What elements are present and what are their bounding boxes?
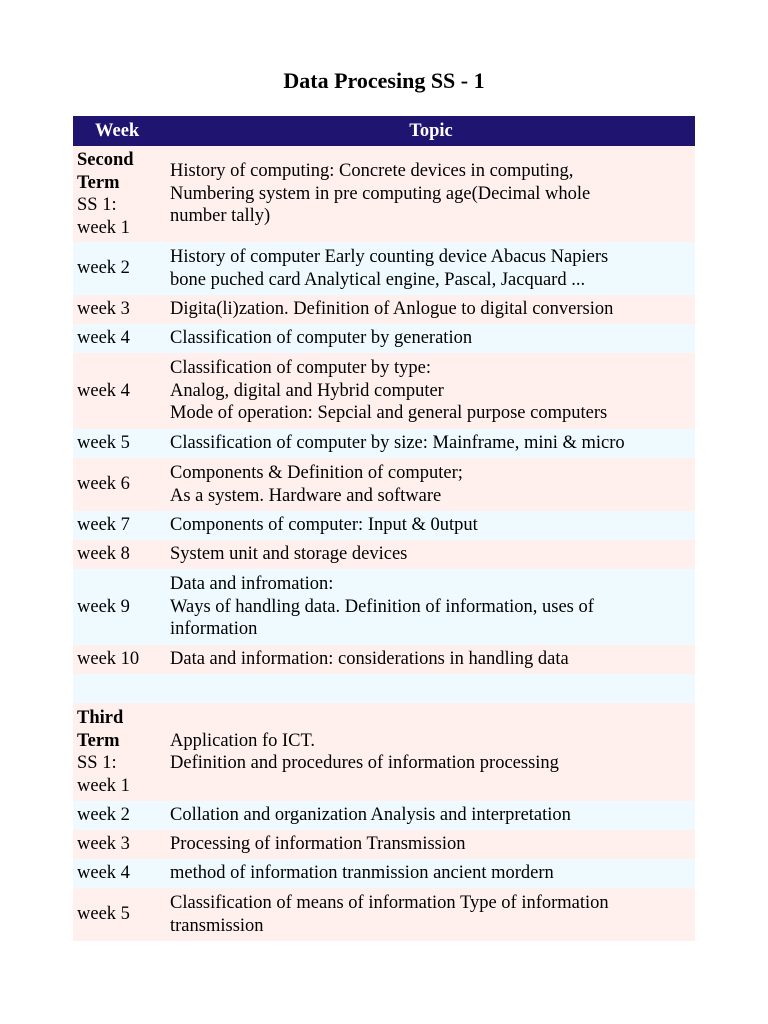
table-row (73, 645, 695, 674)
topic-cell: method of information tranmission ancient mordern (167, 859, 695, 888)
topic-line: Analog, digital and Hybrid computer (170, 380, 444, 401)
week-cell: week 10 (73, 645, 167, 674)
topic-line: As a system. Hardware and software (170, 485, 442, 506)
topic-line: History of computer Early counting device Abacus Napiers (170, 247, 609, 267)
topic-line: History of computing: Concrete devices in computing, (170, 161, 574, 182)
topic-line: number tally) (170, 206, 271, 227)
table-row (73, 353, 695, 429)
topic-line: Numbering system in pre computing age(Decimal whole (170, 183, 591, 204)
topic-line: Classification of computer by type: (170, 358, 431, 379)
table-row (73, 429, 695, 458)
week-label: week 1 (77, 217, 130, 238)
table-row (73, 540, 695, 569)
week-cell: week 9 (73, 569, 167, 645)
class-label: SS 1: (77, 195, 117, 215)
topic-cell: Classification of computer by size: Mainframe, mini & micro (167, 429, 695, 458)
class-label: SS 1: (77, 753, 117, 773)
table-row (73, 242, 695, 295)
topic-line: Mode of operation: Sepcial and general purpose computers (170, 403, 608, 424)
week-cell: week 5 (73, 888, 167, 941)
table-row (73, 801, 695, 830)
table-row (73, 569, 695, 645)
topic-cell: Processing of information Transmission (167, 830, 695, 859)
topic-line: Definition and procedures of information processing (170, 753, 559, 773)
week-cell: week 5 (73, 429, 167, 458)
table-row (73, 888, 695, 941)
topic-line: Application fo ICT. (170, 730, 316, 751)
week-cell: week 4 (73, 324, 167, 353)
topic-cell (167, 242, 695, 295)
document-title: Data Procesing SS - 1 (283, 68, 485, 93)
empty-cell (167, 674, 695, 703)
topic-cell: Classification of computer by generation (167, 324, 695, 353)
topic-cell (167, 703, 695, 801)
week-label: week 1 (77, 775, 130, 796)
topic-cell (167, 353, 695, 429)
week-cell: week 7 (73, 511, 167, 540)
week-cell: week 4 (73, 353, 167, 429)
week-cell: week 2 (73, 801, 167, 830)
topic-cell: Data and information: considerations in handling data (167, 645, 695, 674)
empty-cell (73, 674, 167, 703)
week-cell: week 2 (73, 242, 167, 295)
table-row (73, 830, 695, 859)
table-row (73, 146, 695, 242)
topic-line: Classification of means of information Type of information (170, 893, 609, 913)
table-row (73, 295, 695, 324)
week-cell: week 6 (73, 458, 167, 511)
table-row (73, 324, 695, 353)
week-cell: week 3 (73, 830, 167, 859)
topic-line: Data and infromation: (170, 574, 334, 595)
table-row (73, 511, 695, 540)
topic-line: Ways of handling data. Definition of information, uses of (170, 596, 594, 617)
topic-cell: Components of computer: Input & 0utput (167, 511, 695, 540)
topic-cell: Digita(li)zation. Definition of Anlogue to digital conversion (167, 295, 695, 324)
table-row (73, 703, 695, 801)
week-cell (73, 703, 167, 801)
term-label: Second Term (77, 150, 134, 193)
topic-line: information (170, 619, 258, 640)
table-header-row (73, 116, 695, 146)
topic-cell (167, 458, 695, 511)
week-cell: week 3 (73, 295, 167, 324)
topic-column-header: Topic (167, 116, 695, 146)
schedule-table (73, 116, 695, 941)
table-row (73, 859, 695, 888)
topic-cell (167, 146, 695, 242)
spacer-row (73, 674, 695, 703)
topic-line: Components & Definition of computer; (170, 463, 463, 483)
week-cell (73, 146, 167, 242)
week-cell: week 4 (73, 859, 167, 888)
week-cell: week 8 (73, 540, 167, 569)
topic-cell (167, 569, 695, 645)
term-label: Third Term (77, 708, 124, 751)
topic-cell (167, 888, 695, 941)
topic-cell: System unit and storage devices (167, 540, 695, 569)
week-column-header: Week (73, 116, 167, 146)
topic-line: bone puched card Analytical engine, Pascal, Jacquard ... (170, 269, 586, 290)
topic-line: transmission (170, 915, 264, 936)
topic-cell: Collation and organization Analysis and interpretation (167, 801, 695, 830)
table-row (73, 458, 695, 511)
